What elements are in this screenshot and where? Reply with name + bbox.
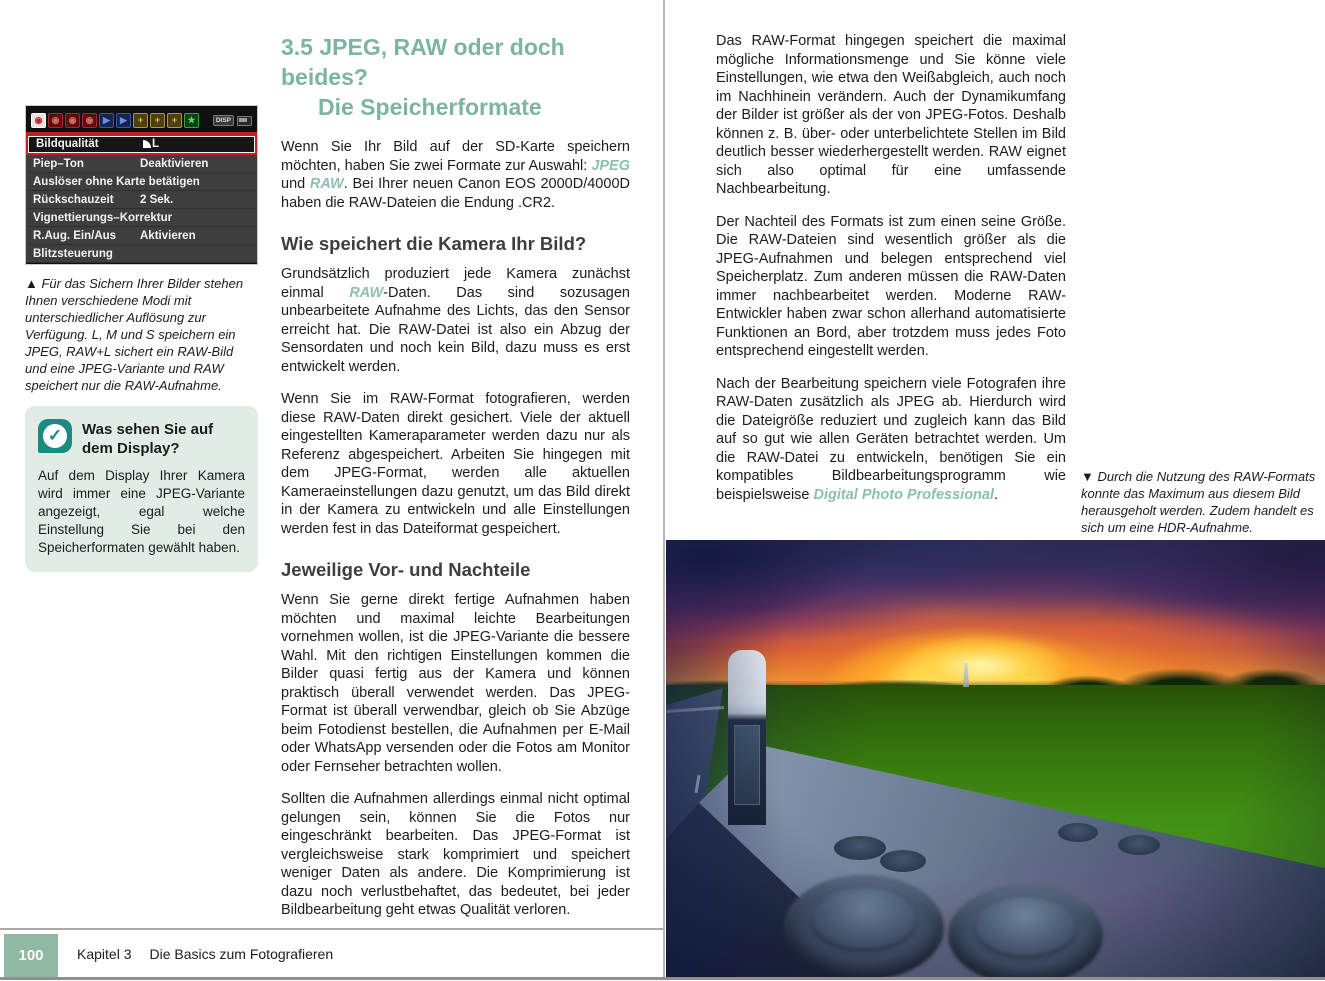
- my-menu-star-tab-icon: ★: [184, 113, 199, 128]
- chapter-label: Kapitel 3: [77, 946, 132, 962]
- shooting-tab-icon: ◉: [65, 113, 80, 128]
- paragraph: Der Nachteil des Formats ist zum einen seine Größe. Die RAW-Dateien sind wesentlich größer als die JPEG-Aufnahmen und belegen entsprechend viel Speicherplatz. Zum anderen müssen die RAW-Daten immer nachbearbeitet werden. Moderne RAW-Entwickler haben zwar schon allerhand automatisierte Funktionen an Bord, aber trotzdem muss jedes Foto entsprechend eingestellt werden.: [716, 213, 1066, 359]
- disp-badge: DISP: [213, 115, 234, 126]
- image-quality-icon: [143, 140, 151, 148]
- sunset-hdr-photo: [666, 540, 1325, 977]
- menu-row-piep-ton: Piep–Ton Deaktivieren: [26, 155, 257, 173]
- left-page-text-column: [281, 32, 630, 934]
- photo-caption: ▼ Durch die Nutzung des RAW-Formats konnte das Maximum aus diesem Bild herausgeholt werden. Zudem handelt es sich um eine HDR-Aufnahme.: [1081, 469, 1316, 535]
- tip-box-body: Auf dem Display Ihrer Kamera wird immer eine JPEG-Variante angezeigt, egal welche Einstellung Sie bei den Speicherformaten gewählt haben.: [38, 468, 245, 555]
- camera-menu-screenshot: [25, 105, 258, 265]
- paragraph: Nach der Bearbeitung speichern viele Fotografen ihre RAW-Daten zusätzlich als JPEG ab. Hierdurch wird die Dateigröße reduziert und zugleich kann das Bild auf so gut wie allen Geräten betrachtet werden. Um die RAW-Datei zu entwickeln, benötigen Sie ein kompatibles Bildbearbeitungsprogramm wie beispielsweise Digital Photo Professional.: [716, 375, 1066, 503]
- paragraph: Wenn Sie im RAW-Format fotografieren, werden diese RAW-Daten direkt gesichert. Viele der aktuell eingestellten Kameraparameter werden dazu nur als Referenz abgespeichert. Arbeiten Sie hingegen mit dem JPEG-Format, werden alle aktuellen Kameraeinstellungen dazu genutzt, um das Bild direkt in der Kamera zu entwickeln und alle Einstellungen werden fest in das Dateiformat gespeichert.: [281, 391, 630, 537]
- setup-tab-icon: +: [133, 113, 148, 128]
- playback-tab-icon: ▶: [99, 113, 114, 128]
- menu-divider-red: [26, 132, 257, 134]
- menu-row-vignettierung: Vignettierungs–Korrektur: [26, 209, 257, 227]
- menu-row-raug: R.Aug. Ein/Aus Aktivieren: [26, 227, 257, 245]
- page-divider: [663, 0, 665, 979]
- running-footer: [77, 946, 333, 962]
- paragraph: Grundsätzlich produziert jede Kamera zunächst einmal RAW-Daten. Das sind sozusagen unbearbeitete Aufnahme des Lichts, das den Sensor erreicht hat. Die RAW-Datei ist also ein Abzug der Sensordaten und noch kein Bild, dazu muss es erst entwickelt werden.: [281, 266, 630, 375]
- right-page-text-column: [716, 32, 1066, 518]
- page-number-badge: 100: [4, 934, 58, 977]
- photo-vignette: [666, 540, 1325, 977]
- shooting-tab-icon: ◉: [48, 113, 63, 128]
- subheading-wie-speichert: Wie speichert die Kamera Ihr Bild?: [281, 233, 587, 254]
- term-raw: RAW: [349, 284, 384, 301]
- tip-box: [25, 406, 258, 572]
- section-heading: 3.5 JPEG, RAW oder doch beides? Die Speicherformate: [281, 34, 565, 120]
- battery-icon: [237, 116, 252, 126]
- camera-menu-badges: [213, 115, 252, 126]
- camera-menu-rows: [26, 136, 257, 263]
- footer-rule: [0, 928, 663, 930]
- camera-menu-tab-bar: [31, 110, 252, 131]
- paragraph: Das RAW-Format hingegen speichert die maximal mögliche Informationsmenge und Sie könne viele Einstellungen, wie etwa den Weißabgleich, auch noch im Nachhinein verändern. Auch der Dynamikumfang der Bilder ist größer als der von JPEG-Fotos. Deshalb können z. B. über- oder unterbelichtete Stellen im Bild deutlich besser wiederhergestellt werden. RAW eignet sich also optimal für eine umfassende Nachbearbeitung.: [716, 33, 1066, 197]
- sidebar-figure-column: [25, 105, 258, 572]
- setup-tab-icon: +: [167, 113, 182, 128]
- intro-paragraph: Wenn Sie Ihr Bild auf der SD-Karte speichern möchten, haben Sie zwei Formate zur Auswahl: JPEG und RAW. Bei Ihrer neuen Canon EOS 2000D/4000D haben die RAW-Dateien die Endung .CR2.: [281, 139, 630, 211]
- menu-row-rueckschauzeit: Rückschauzeit 2 Sek.: [26, 191, 257, 209]
- tip-box-title: Was sehen Sie auf dem Display?: [82, 421, 214, 457]
- page-bottom-edge: [0, 977, 1325, 980]
- shooting-tab-icon: ◉: [82, 113, 97, 128]
- shooting-tab-selected-icon: ◉: [31, 113, 46, 128]
- menu-row-blitzsteuerung: Blitzsteuerung: [26, 245, 257, 263]
- setup-tab-icon: +: [150, 113, 165, 128]
- menu-row-ausloeser: Auslöser ohne Karte betätigen: [26, 173, 257, 191]
- playback-tab-icon: ▶: [116, 113, 131, 128]
- paragraph: Sollten die Aufnahmen allerdings einmal nicht optimal gelungen sein, können Sie die Fotos nur eingeschränkt bearbeiten. Das JPEG-Format ist vergleichsweise stark komprimiert und speichert weniger Daten als andere. Die Komprimierung ist dazu noch verlustbehaftet, das bedeutet, bei jeder Bildbearbeitung geht etwas Qualität verloren.: [281, 791, 630, 918]
- check-bubble-icon: ✓: [38, 419, 72, 453]
- paragraph: Wenn Sie gerne direkt fertige Aufnahmen haben möchten und maximal leichte Bearbeitungen vornehmen wollen, ist die JPEG-Variante die bessere Wahl. Mit den richtigen Einstellungen kommen die Bilder quasi fertig aus der Kamera und können praktisch überall verwendet werden. Das JPEG-Format ist überall verwendbar, gleich ob Sie Abzüge beim Fotodienst bestellen, die Aufnahmen per E-Mail oder WhatsApp versenden oder die Fotos am Monitor oder Fernseher betrachten wollen.: [281, 592, 630, 775]
- chapter-title: Die Basics zum Fotografieren: [149, 946, 334, 962]
- figure-caption: ▲ Für das Sichern Ihrer Bilder stehen Ihnen verschiedene Modi mit unterschiedlicher Auflösung zur Verfügung. L, M und S speichern ein JPEG, RAW+L sichert ein RAW-Bild und eine JPEG-Variante und RAW speichert nur die RAW-Aufnahme.: [25, 276, 244, 393]
- term-raw: RAW: [309, 176, 344, 192]
- term-jpeg: JPEG: [591, 157, 630, 174]
- menu-row-bildqualitaet: Bildqualität L: [28, 136, 255, 153]
- term-digital-photo-professional: Digital Photo Professional: [813, 486, 994, 503]
- subheading-vor-nachteile: Jeweilige Vor- und Nachteile: [281, 559, 531, 580]
